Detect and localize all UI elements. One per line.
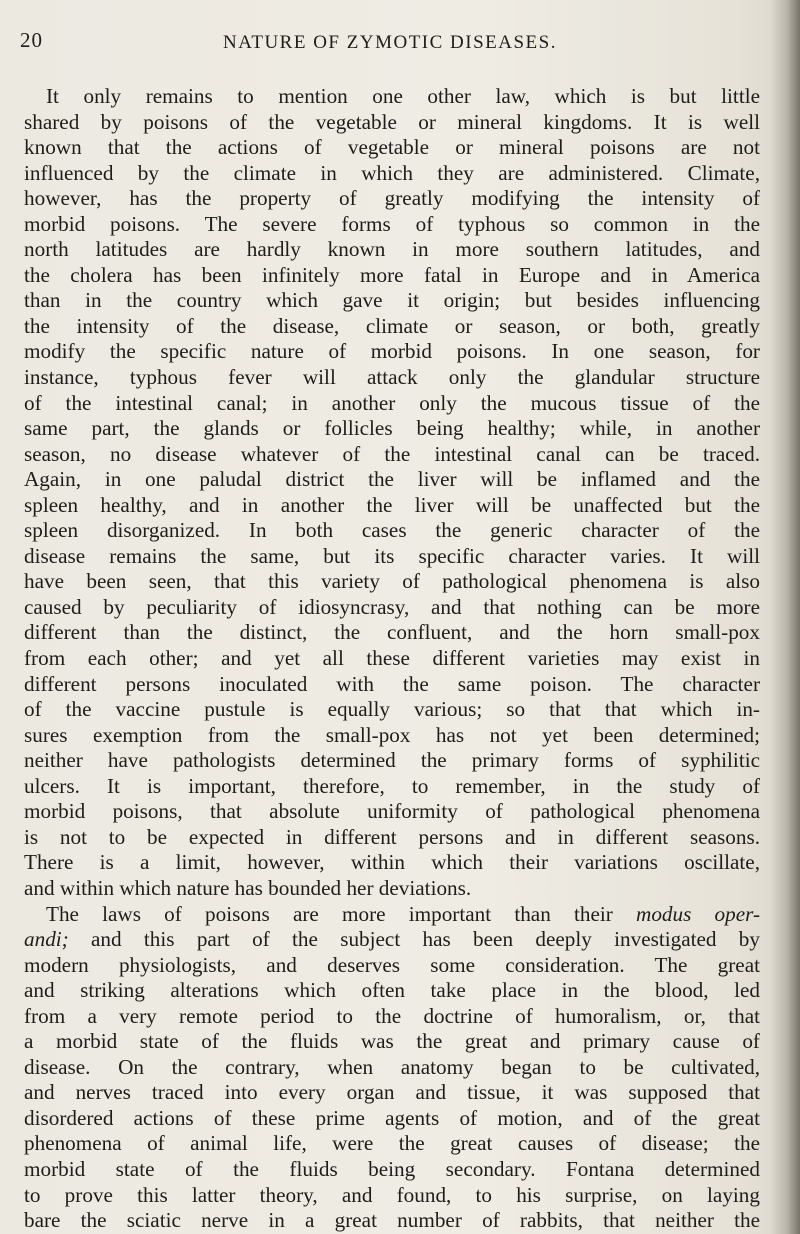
text-line: spleen healthy, and in another the liver will be unaffected but the (24, 492, 760, 517)
text-line: however, has the property of greatly modifying the intensity of (24, 186, 760, 211)
text-line (24, 902, 760, 928)
binding-shadow (770, 0, 800, 1234)
text-line: phenomena of animal life, were the great causes of disease; the (24, 1131, 760, 1156)
text-line: modify the specific nature of morbid poisons. In one season, for (24, 339, 760, 364)
text-line: modern physiologists, and deserves some consideration. The great (24, 952, 760, 977)
text-line (24, 927, 760, 953)
italic-phrase: andi; (24, 927, 69, 952)
text-line: known that the actions of vegetable or mineral poisons are not (24, 135, 760, 160)
text-line: the intensity of the disease, climate or season, or both, greatly (24, 313, 760, 338)
text-line: disease. On the contrary, when anatomy began to be cultivated, (24, 1054, 760, 1079)
text-line: ulcers. It is important, therefore, to remember, in the study of (24, 773, 760, 798)
text-line: sures exemption from the small-pox has not yet been determined; (24, 722, 760, 747)
text-line: to prove this latter theory, and found, to his surprise, on laying (24, 1182, 760, 1207)
text-line: north latitudes are hardly known in more southern latitudes, and (24, 237, 760, 262)
text-line: morbid state of the fluids being secondary. Fontana determined (24, 1156, 760, 1181)
text-line: Again, in one paludal district the liver will be inflamed and the (24, 467, 760, 492)
text-line: morbid poisons, that absolute uniformity of pathological phenomena (24, 799, 760, 824)
text-line: season, no disease whatever of the intestinal canal can be traced. (24, 441, 760, 466)
text-line: different than the distinct, the confluent, and the horn small-pox (24, 620, 760, 645)
text-line: neither have pathologists determined the primary forms of syphilitic (24, 748, 760, 773)
page-number: 20 (20, 28, 43, 52)
text-line: than in the country which gave it origin; but besides influencing (24, 288, 760, 313)
body-text (24, 84, 760, 1234)
text-line: a morbid state of the fluids was the great and primary cause of (24, 1029, 760, 1054)
text-line: spleen disorganized. In both cases the generic character of the (24, 518, 760, 543)
text-line: shared by poisons of the vegetable or mineral kingdoms. It is well (24, 109, 760, 134)
paragraph-1 (24, 84, 760, 902)
text-line: disordered actions of these prime agents of motion, and of the great (24, 1105, 760, 1130)
text-run: The laws of poisons are more important than their (46, 901, 637, 926)
text-line: There is a limit, however, within which their variations oscillate, (24, 850, 760, 875)
text-line: and within which nature has bounded her deviations. (24, 875, 472, 900)
text-line: bare the sciatic nerve in a great number of rabbits, that neither the (24, 1208, 760, 1233)
text-line: and nerves traced into every organ and tissue, it was supposed that (24, 1080, 760, 1105)
text-run: and this part of the subject has been deeply investigated by (68, 927, 760, 952)
text-line: morbid poisons. The severe forms of typhous so common in the (24, 211, 760, 236)
text-line: influenced by the climate in which they are administered. Climate, (24, 160, 760, 185)
text-line: is not to be expected in different persons and in different seasons. (24, 824, 760, 849)
text-line: same part, the glands or follicles being healthy; while, in another (24, 416, 760, 441)
text-line: of the vaccine pustule is equally various; so that that which in- (24, 697, 760, 722)
italic-phrase: modus oper- (636, 901, 760, 926)
page-header (20, 12, 760, 52)
text-line: from a very remote period to the doctrine of humoralism, or, that (24, 1003, 760, 1028)
text-line: caused by peculiarity of idiosyncrasy, and that nothing can be more (24, 594, 760, 619)
text-line: of the intestinal canal; in another only the mucous tissue of the (24, 390, 760, 415)
text-line: disease remains the same, but its specific character varies. It will (24, 543, 760, 568)
text-line: It only remains to mention one other law, which is but little (46, 84, 760, 108)
text-line: the cholera has been infinitely more fatal in Europe and in America (24, 262, 760, 287)
text-line: instance, typhous fever will attack only the glandular structure (24, 365, 760, 390)
text-line: from each other; and yet all these different varieties may exist in (24, 646, 760, 671)
running-head: NATURE OF ZYMOTIC DISEASES. (223, 32, 557, 53)
text-line: have been seen, that this variety of pathological phenomena is also (24, 569, 760, 594)
paragraph-2 (24, 902, 760, 1234)
text-line: and striking alterations which often take place in the blood, led (24, 978, 760, 1003)
text-line: different persons inoculated with the same poison. The character (24, 671, 760, 696)
